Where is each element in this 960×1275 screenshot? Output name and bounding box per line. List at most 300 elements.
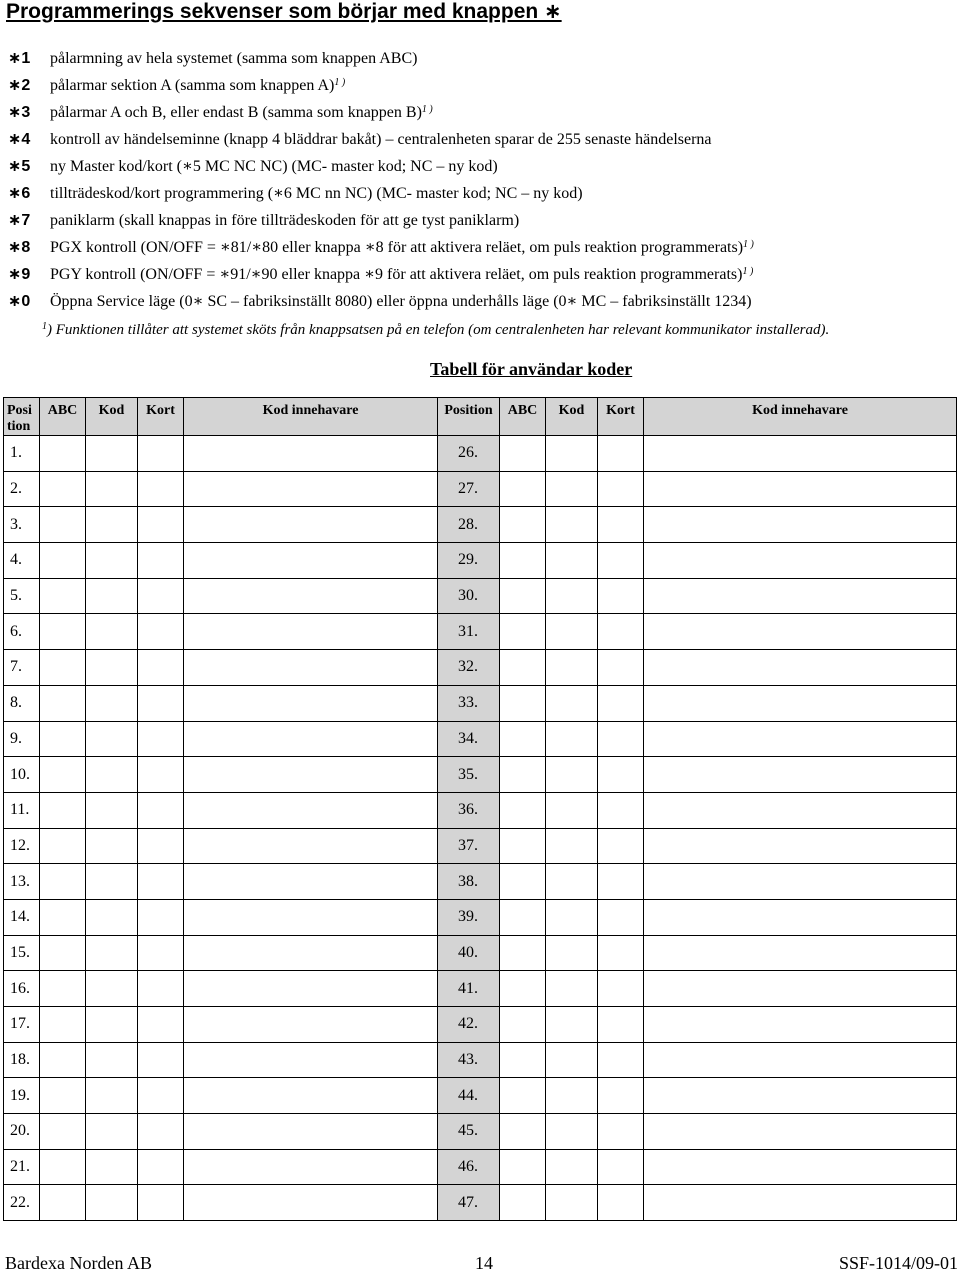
table-cell[interactable] [500, 507, 546, 543]
table-cell[interactable] [644, 792, 957, 828]
table-cell[interactable] [40, 1114, 86, 1150]
table-cell[interactable] [184, 1114, 438, 1150]
table-row [4, 721, 957, 757]
table-row [4, 614, 957, 650]
table-cell[interactable] [138, 614, 184, 650]
table-cell[interactable] [644, 685, 957, 721]
position-cell: 16. [4, 971, 40, 1007]
table-cell[interactable] [598, 757, 644, 793]
sequence-item [8, 209, 953, 236]
footer-doc-id: SSF-1014/09-01 [838, 1253, 958, 1273]
sequence-text [50, 74, 345, 98]
table-cell[interactable] [138, 899, 184, 935]
footnote-ref: 1 ) [421, 104, 433, 115]
table-cell[interactable] [184, 1185, 438, 1221]
table-cell[interactable] [138, 792, 184, 828]
table-cell[interactable] [546, 1007, 598, 1043]
table-cell[interactable] [598, 1114, 644, 1150]
table-cell[interactable] [546, 899, 598, 935]
position-cell: 4. [4, 543, 40, 579]
table-cell[interactable] [598, 971, 644, 1007]
footnote-ref: 1 ) [743, 239, 754, 250]
table-cell[interactable] [184, 471, 438, 507]
table-cell[interactable] [598, 828, 644, 864]
table-cell[interactable] [184, 721, 438, 757]
table-cell[interactable] [546, 614, 598, 650]
table-cell[interactable] [138, 721, 184, 757]
table-cell[interactable] [184, 792, 438, 828]
column-header: Kod [86, 398, 138, 436]
table-cell[interactable] [644, 935, 957, 971]
table-cell[interactable] [184, 650, 438, 686]
table-cell[interactable] [644, 471, 957, 507]
position-cell: 28. [438, 507, 500, 543]
table-cell[interactable] [500, 1007, 546, 1043]
position-cell: 3. [4, 507, 40, 543]
sequence-key: ∗6 [8, 185, 31, 202]
table-cell[interactable] [644, 543, 957, 579]
table-cell[interactable] [598, 792, 644, 828]
position-cell: 2. [4, 471, 40, 507]
table-cell[interactable] [138, 650, 184, 686]
table-title: Tabell för användar koder [430, 359, 633, 379]
table-cell[interactable] [184, 864, 438, 900]
sequence-description: kontroll av händelseminne (knapp 4 bläddrar bakåt) – centralenheten sparar de 255 senaste händelserna [50, 131, 712, 148]
table-cell[interactable] [184, 1007, 438, 1043]
table-cell[interactable] [86, 792, 138, 828]
sequence-description: PGY kontroll (ON/OFF = ∗91/∗90 eller knappa ∗9 för att aktivera reläet, om puls reaktion programmerats) [50, 266, 743, 283]
table-cell[interactable] [644, 1078, 957, 1114]
table-cell[interactable] [644, 864, 957, 900]
position-cell: 26. [438, 436, 500, 472]
footnote-marker: 1 [42, 321, 47, 332]
table-cell[interactable] [40, 899, 86, 935]
table-cell[interactable] [40, 721, 86, 757]
table-cell[interactable] [86, 971, 138, 1007]
table-cell[interactable] [86, 721, 138, 757]
column-header: ABC [500, 398, 546, 436]
position-cell: 9. [4, 721, 40, 757]
position-cell: 32. [438, 650, 500, 686]
sequence-item [8, 128, 953, 155]
table-cell[interactable] [40, 507, 86, 543]
sequence-text [50, 128, 712, 152]
sequence-description: PGX kontroll (ON/OFF = ∗81/∗80 eller knappa ∗8 för att aktivera reläet, om puls reaktion programmerats) [50, 239, 744, 256]
table-cell[interactable] [86, 935, 138, 971]
position-cell: 21. [4, 1149, 40, 1185]
table-cell[interactable] [644, 1007, 957, 1043]
column-header: Kort [598, 398, 644, 436]
table-cell[interactable] [546, 971, 598, 1007]
position-cell: 31. [438, 614, 500, 650]
table-cell[interactable] [500, 1042, 546, 1078]
position-cell: 41. [438, 971, 500, 1007]
position-cell: 11. [4, 792, 40, 828]
table-cell[interactable] [546, 935, 598, 971]
column-header: Kod innehavare [184, 398, 438, 436]
table-cell[interactable] [644, 1114, 957, 1150]
position-cell: 13. [4, 864, 40, 900]
footnote-ref: 1 ) [334, 77, 346, 88]
position-cell: 17. [4, 1007, 40, 1043]
table-cell[interactable] [546, 1078, 598, 1114]
table-row [4, 971, 957, 1007]
table-cell[interactable] [644, 1185, 957, 1221]
position-cell: 15. [4, 935, 40, 971]
sequence-item [8, 263, 953, 290]
sequence-text [50, 182, 583, 206]
table-cell[interactable] [546, 543, 598, 579]
table-cell[interactable] [40, 971, 86, 1007]
position-cell: 43. [438, 1042, 500, 1078]
table-cell[interactable] [546, 578, 598, 614]
table-cell[interactable] [598, 685, 644, 721]
table-cell[interactable] [500, 1114, 546, 1150]
table-cell[interactable] [546, 685, 598, 721]
position-cell: 34. [438, 721, 500, 757]
table-cell[interactable] [40, 757, 86, 793]
table-cell[interactable] [546, 757, 598, 793]
table-cell[interactable] [500, 721, 546, 757]
table-row [4, 935, 957, 971]
table-row [4, 578, 957, 614]
table-body [4, 436, 957, 1221]
table-cell[interactable] [86, 685, 138, 721]
sequence-description: pålarmar A och B, eller endast B (samma som knappen B) [50, 104, 422, 121]
table-cell[interactable] [138, 1007, 184, 1043]
position-cell: 14. [4, 899, 40, 935]
position-cell: 22. [4, 1185, 40, 1221]
sequence-description: ny Master kod/kort (∗5 MC NC NC) (MC- master kod; NC – ny kod) [50, 158, 498, 175]
table-cell[interactable] [138, 436, 184, 472]
table-cell[interactable] [184, 1042, 438, 1078]
table-cell[interactable] [184, 685, 438, 721]
table-cell[interactable] [40, 614, 86, 650]
position-cell: 39. [438, 899, 500, 935]
table-cell[interactable] [86, 1149, 138, 1185]
table-cell[interactable] [598, 436, 644, 472]
position-cell: 5. [4, 578, 40, 614]
table-cell[interactable] [86, 1185, 138, 1221]
footnote-ref: 1 ) [742, 266, 754, 277]
table-cell[interactable] [138, 507, 184, 543]
sequence-description: pålarmning av hela systemet (samma som knappen ABC) [50, 50, 418, 67]
table-cell[interactable] [86, 1042, 138, 1078]
table-row [4, 543, 957, 579]
table-cell[interactable] [86, 650, 138, 686]
table-cell[interactable] [138, 1185, 184, 1221]
table-cell[interactable] [644, 1149, 957, 1185]
table-row [4, 1007, 957, 1043]
table-cell[interactable] [500, 935, 546, 971]
table-cell[interactable] [500, 471, 546, 507]
table-cell[interactable] [500, 1185, 546, 1221]
table-cell[interactable] [138, 578, 184, 614]
position-cell: 33. [438, 685, 500, 721]
position-cell: 45. [438, 1114, 500, 1150]
footnote-text: ) Funktionen tillåter att systemet sköts från knappsatsen på en telefon (om centralenheten har relevant kommunikator installerad). [47, 322, 830, 338]
table-cell[interactable] [598, 1185, 644, 1221]
table-cell[interactable] [598, 543, 644, 579]
position-cell: 29. [438, 543, 500, 579]
position-cell: 18. [4, 1042, 40, 1078]
position-cell: 8. [4, 685, 40, 721]
sequence-key: ∗8 [8, 239, 31, 256]
table-cell[interactable] [40, 935, 86, 971]
table-row [4, 792, 957, 828]
sequence-item [8, 236, 953, 263]
table-cell[interactable] [184, 899, 438, 935]
table-row [4, 1185, 957, 1221]
table-cell[interactable] [546, 864, 598, 900]
table-cell[interactable] [598, 578, 644, 614]
table-cell[interactable] [546, 1114, 598, 1150]
table-cell[interactable] [598, 864, 644, 900]
table-cell[interactable] [184, 828, 438, 864]
sequence-item [8, 47, 953, 74]
position-cell: 46. [438, 1149, 500, 1185]
table-row [4, 899, 957, 935]
table-cell[interactable] [138, 543, 184, 579]
position-cell: 30. [438, 578, 500, 614]
table-cell[interactable] [138, 685, 184, 721]
table-cell[interactable] [500, 650, 546, 686]
sequence-item [8, 74, 953, 101]
table-cell[interactable] [138, 971, 184, 1007]
table-cell[interactable] [138, 864, 184, 900]
table-row [4, 828, 957, 864]
position-cell: 7. [4, 650, 40, 686]
table-row [4, 1042, 957, 1078]
table-cell[interactable] [598, 935, 644, 971]
table-cell[interactable] [644, 1042, 957, 1078]
position-cell: 37. [438, 828, 500, 864]
table-cell[interactable] [500, 614, 546, 650]
table-cell[interactable] [500, 828, 546, 864]
table-cell[interactable] [86, 578, 138, 614]
sequence-key: ∗4 [8, 131, 31, 148]
table-cell[interactable] [40, 650, 86, 686]
position-cell: 36. [438, 792, 500, 828]
footnote [42, 322, 829, 339]
table-cell[interactable] [86, 436, 138, 472]
column-header: Posi tion [4, 398, 40, 436]
table-cell[interactable] [500, 578, 546, 614]
column-header: ABC [40, 398, 86, 436]
table-cell[interactable] [40, 1149, 86, 1185]
page-title: Programmerings sekvenser som börjar med knappen ∗ [6, 0, 562, 23]
sequence-description: tillträdeskod/kort programmering (∗6 MC nn NC) (MC- master kod; NC – ny kod) [50, 185, 583, 202]
table-cell[interactable] [86, 828, 138, 864]
table-cell[interactable] [184, 757, 438, 793]
table-cell[interactable] [138, 1149, 184, 1185]
table-cell[interactable] [500, 864, 546, 900]
table-cell[interactable] [644, 614, 957, 650]
table-cell[interactable] [546, 507, 598, 543]
table-cell[interactable] [500, 685, 546, 721]
table-row [4, 864, 957, 900]
sequence-text [50, 155, 498, 179]
sequence-text [50, 209, 519, 233]
table-row [4, 1114, 957, 1150]
table-cell[interactable] [546, 828, 598, 864]
sequence-text [50, 101, 433, 125]
sequence-description: Öppna Service läge (0∗ SC – fabriksinställt 8080) eller öppna underhålls läge (0∗ MC – fabriksinställt 1234) [50, 293, 752, 310]
sequence-text [50, 47, 417, 71]
table-header-row [4, 398, 957, 436]
table-row [4, 471, 957, 507]
position-cell: 40. [438, 935, 500, 971]
table-cell[interactable] [86, 1114, 138, 1150]
table-cell[interactable] [184, 507, 438, 543]
table-cell[interactable] [184, 543, 438, 579]
table-cell[interactable] [86, 1078, 138, 1114]
column-header: Position [438, 398, 500, 436]
table-cell[interactable] [500, 1149, 546, 1185]
table-cell[interactable] [40, 436, 86, 472]
table-cell[interactable] [40, 578, 86, 614]
table-cell[interactable] [86, 507, 138, 543]
table-cell[interactable] [500, 436, 546, 472]
table-cell[interactable] [546, 650, 598, 686]
sequence-description: pålarmar sektion A (samma som knappen A) [50, 77, 335, 94]
column-header: Kod [546, 398, 598, 436]
table-cell[interactable] [40, 828, 86, 864]
table-cell[interactable] [40, 864, 86, 900]
table-cell[interactable] [546, 1042, 598, 1078]
table-cell[interactable] [500, 792, 546, 828]
table-cell[interactable] [644, 721, 957, 757]
sequence-key: ∗7 [8, 212, 31, 229]
table-cell[interactable] [184, 935, 438, 971]
table-cell[interactable] [138, 757, 184, 793]
table-row [4, 436, 957, 472]
sequence-text [50, 236, 754, 260]
table-cell[interactable] [598, 614, 644, 650]
table-cell[interactable] [598, 1149, 644, 1185]
table-cell[interactable] [546, 1185, 598, 1221]
position-cell: 27. [438, 471, 500, 507]
table-cell[interactable] [598, 1078, 644, 1114]
table-cell[interactable] [598, 471, 644, 507]
table-cell[interactable] [598, 507, 644, 543]
table-cell[interactable] [598, 1042, 644, 1078]
sequence-text [50, 263, 753, 287]
table-cell[interactable] [598, 899, 644, 935]
table-cell[interactable] [86, 543, 138, 579]
table-cell[interactable] [86, 1007, 138, 1043]
table-cell[interactable] [500, 1078, 546, 1114]
table-cell[interactable] [138, 471, 184, 507]
position-cell: 35. [438, 757, 500, 793]
table-cell[interactable] [40, 1185, 86, 1221]
table-cell[interactable] [40, 1007, 86, 1043]
sequence-key: ∗3 [8, 104, 31, 121]
table-cell[interactable] [644, 650, 957, 686]
table-cell[interactable] [138, 1078, 184, 1114]
table-cell[interactable] [184, 614, 438, 650]
table-cell[interactable] [598, 650, 644, 686]
table-cell[interactable] [184, 578, 438, 614]
table-cell[interactable] [598, 1007, 644, 1043]
sequence-item [8, 182, 953, 209]
table-cell[interactable] [184, 436, 438, 472]
table-cell[interactable] [138, 935, 184, 971]
table-cell[interactable] [546, 721, 598, 757]
table-cell[interactable] [184, 971, 438, 1007]
table-cell[interactable] [644, 828, 957, 864]
table-cell[interactable] [138, 828, 184, 864]
table-cell[interactable] [546, 436, 598, 472]
sequence-description: paniklarm (skall knappas in före tillträdeskoden för att ge tyst paniklarm) [50, 212, 520, 229]
table-row [4, 1149, 957, 1185]
table-cell[interactable] [86, 614, 138, 650]
table-cell[interactable] [644, 578, 957, 614]
sequence-text [50, 290, 752, 314]
position-cell: 1. [4, 436, 40, 472]
table-cell[interactable] [644, 971, 957, 1007]
column-header: Kort [138, 398, 184, 436]
position-cell: 44. [438, 1078, 500, 1114]
table-cell[interactable] [598, 721, 644, 757]
position-cell: 47. [438, 1185, 500, 1221]
table-cell[interactable] [40, 685, 86, 721]
position-cell: 6. [4, 614, 40, 650]
table-cell[interactable] [86, 471, 138, 507]
position-cell: 19. [4, 1078, 40, 1114]
sequence-item [8, 101, 953, 128]
table-cell[interactable] [86, 899, 138, 935]
user-codes-table [3, 397, 957, 1221]
table-cell[interactable] [138, 1042, 184, 1078]
footer-company: Bardexa Norden AB [5, 1253, 152, 1273]
table-cell[interactable] [184, 1149, 438, 1185]
table-cell[interactable] [184, 1078, 438, 1114]
sequence-item [8, 155, 953, 182]
table-cell[interactable] [500, 971, 546, 1007]
table-row [4, 685, 957, 721]
table-cell[interactable] [138, 1114, 184, 1150]
sequence-key: ∗5 [8, 158, 31, 175]
position-cell: 42. [438, 1007, 500, 1043]
table-cell[interactable] [40, 1078, 86, 1114]
table-cell[interactable] [500, 757, 546, 793]
table-cell[interactable] [40, 792, 86, 828]
sequence-key: ∗9 [8, 266, 31, 283]
position-cell: 20. [4, 1114, 40, 1150]
table-cell[interactable] [644, 507, 957, 543]
table-cell[interactable] [86, 864, 138, 900]
table-cell[interactable] [644, 757, 957, 793]
table-row [4, 507, 957, 543]
table-cell[interactable] [546, 792, 598, 828]
table-cell[interactable] [500, 543, 546, 579]
table-cell[interactable] [40, 543, 86, 579]
table-cell[interactable] [500, 899, 546, 935]
sequence-key: ∗1 [8, 50, 31, 67]
table-row [4, 650, 957, 686]
sequence-key: ∗2 [8, 77, 31, 94]
table-cell[interactable] [40, 471, 86, 507]
position-cell: 10. [4, 757, 40, 793]
sequence-item [8, 290, 953, 317]
table-cell[interactable] [86, 757, 138, 793]
table-cell[interactable] [644, 899, 957, 935]
table-cell[interactable] [546, 471, 598, 507]
table-cell[interactable] [644, 436, 957, 472]
table-cell[interactable] [546, 1149, 598, 1185]
table-cell[interactable] [40, 1042, 86, 1078]
